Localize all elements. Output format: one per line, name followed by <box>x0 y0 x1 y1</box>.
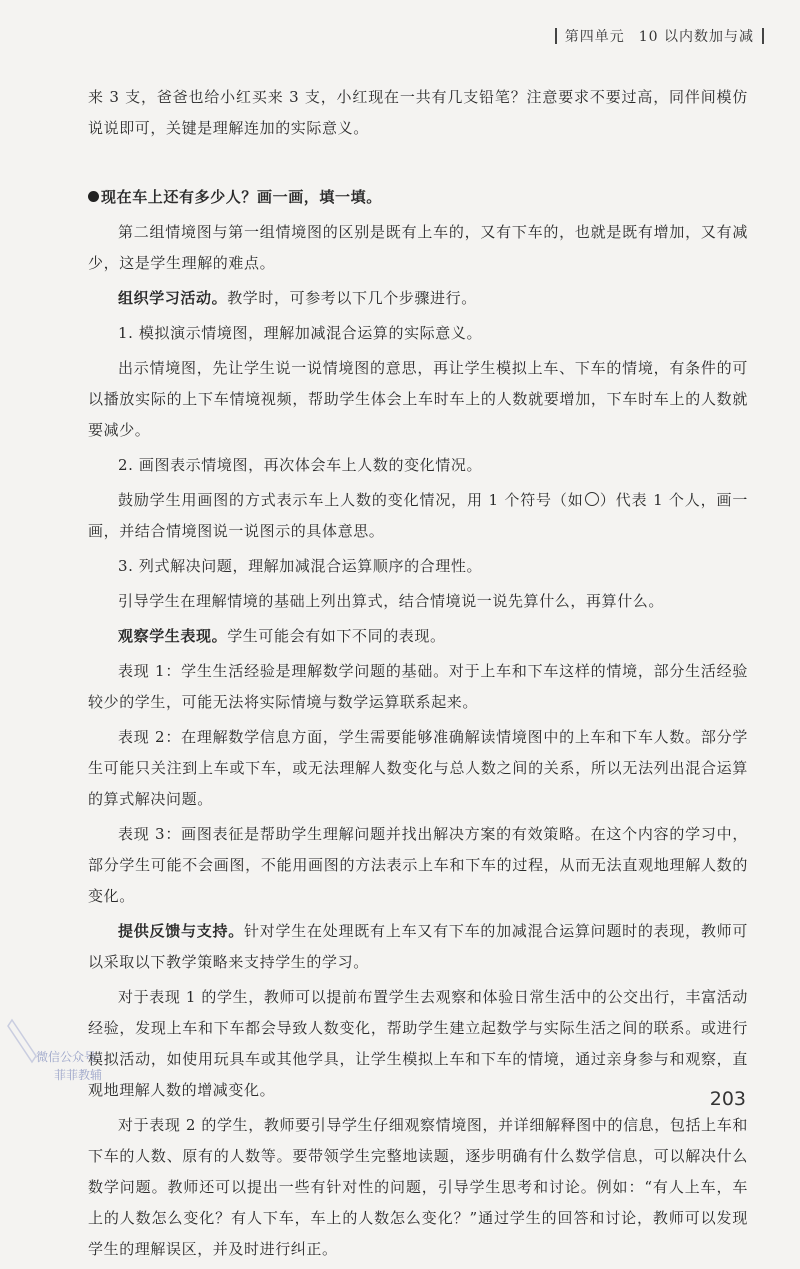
page-body <box>88 82 748 1269</box>
paragraph: 表现 2：在理解数学信息方面，学生需要能够准确解读情境图中的上车和下车人数。部分学生可能只关注到上车或下车，或无法理解人数变化与总人数之间的关系，所以无法列出混合运算的算式解决问题。 <box>88 728 748 808</box>
step-item: 2. 画图表示情境图，再次体会车上人数的变化情况。 <box>118 456 483 474</box>
section-heading: 现在车上还有多少人？画一画，填一填。 <box>88 182 748 213</box>
step-item: 3. 列式解决问题，理解加减混合运算顺序的合理性。 <box>118 557 483 575</box>
paragraph: 对于表现 1 的学生，教师可以提前布置学生去观察和体验日常生活中的公交出行，丰富活动经验，发现上车和下车都会导致人数变化，帮助学生建立起数学与实际生活之间的联系。或进行模拟活动，如使用玩具车或其他学具，让学生模拟上车和下车的情境，通过亲身参与和观察，直观地理解人数的增减变化。 <box>88 988 748 1099</box>
paragraph: 鼓励学生用画图的方式表示车上人数的变化情况，用 1 个符号（如 ）代表 1 个人，画一画，并结合情境图说一说图示的具体意思。 <box>88 491 748 540</box>
paragraph: 第二组情境图与第一组情境图的区别是既有上车的，又有下车的，也就是既有增加，又有减少，这是学生理解的难点。 <box>88 223 748 272</box>
paragraph: 出示情境图，先让学生说一说情境图的意思，再让学生模拟上车、下车的情境，有条件的可以播放实际的上下车情境视频，帮助学生体会上车时车上的人数就要增加，下车时车上的人数就要减少。 <box>88 359 748 439</box>
paragraph: 来 3 支，爸爸也给小红买来 3 支，小红现在一共有几支铅笔？注意要求不要过高，同伴间模仿说说即可，关键是理解连加的实际意义。 <box>88 88 748 137</box>
running-header <box>547 26 772 46</box>
circle-symbol-icon <box>585 492 599 506</box>
paragraph: 表现 3：画图表征是帮助学生理解问题并找出解决方案的有效策略。在这个内容的学习中，部分学生可能不会画图，不能用画图的方法表示上车和下车的过程，从而无法直观地理解人数的变化。 <box>88 825 748 905</box>
bold-lead: 提供反馈与支持。 <box>118 922 245 940</box>
header-divider <box>555 28 557 44</box>
paragraph: 对于表现 2 的学生，教师要引导学生仔细观察情境图，并详细解释图中的信息，包括上车和下车的人数、原有的人数等。要带领学生完整地读题，逐步明确有什么数学信息，可以解决什么数学问题。教师还可以提出一些有针对性的问题，引导学生思考和讨论。例如：“有人上车，车上的人数怎么变化？有人下车，车上的人数怎么变化？”通过学生的回答和讨论，教师可以发现学生的理解误区，并及时进行纠正。 <box>88 1116 748 1258</box>
header-divider-right <box>762 28 764 44</box>
bold-lead: 观察学生表现。 <box>118 627 228 645</box>
page-number: 203 <box>709 1088 746 1110</box>
header-unit: 第四单元 <box>564 29 625 45</box>
watermark-line-1: 微信公众号 <box>36 1050 97 1064</box>
step-item: 1. 模拟演示情境图，理解加减混合运算的实际意义。 <box>118 324 483 342</box>
paragraph: 引导学生在理解情境的基础上列出算式，结合情境说一说先算什么，再算什么。 <box>118 592 665 610</box>
watermark-line-2: 菲菲教辅 <box>54 1068 103 1082</box>
paragraph: 表现 1：学生生活经验是理解数学问题的基础。对于上车和下车这样的情境，部分生活经验较少的学生，可能无法将实际情境与数学运算联系起来。 <box>88 662 748 711</box>
paragraph: 观察学生表现。学生可能会有如下不同的表现。 <box>118 627 446 645</box>
bullet-icon <box>88 191 99 202</box>
header-title: 10 以内数加与减 <box>638 29 754 45</box>
paragraph: 提供反馈与支持。针对学生在处理既有上车又有下车的加减混合运算问题时的表现，教师可以采取以下教学策略来支持学生的学习。 <box>88 922 748 971</box>
bold-lead: 组织学习活动。 <box>118 289 228 307</box>
paragraph: 组织学习活动。教学时，可参考以下几个步骤进行。 <box>118 289 477 307</box>
watermark <box>6 1012 126 1082</box>
